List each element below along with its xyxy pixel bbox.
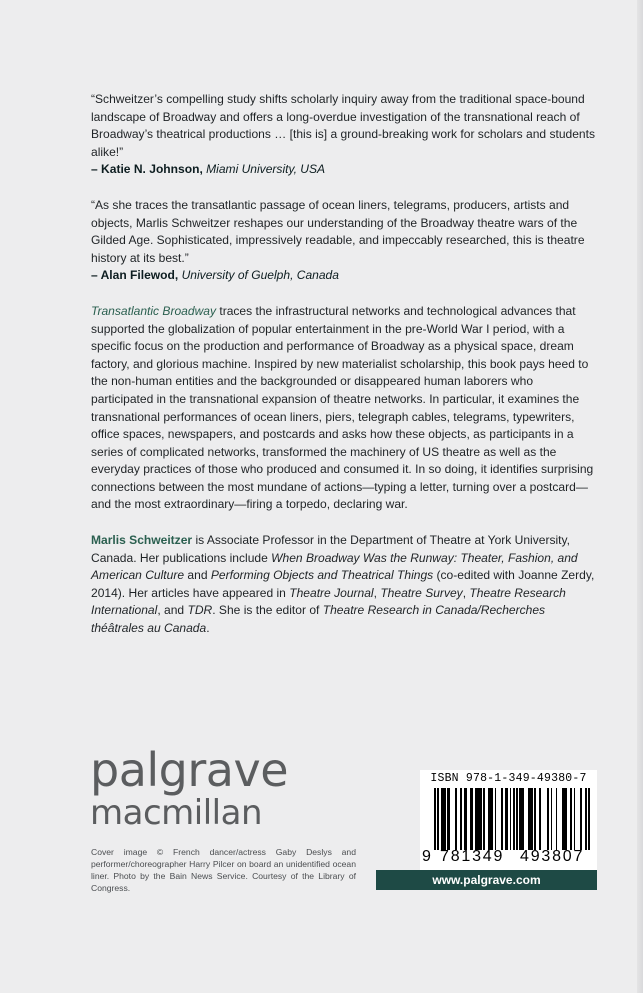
description-body: traces the infrastructural networks and technological advances that supported the globalization of popular entertainment in the pre-World War I period, with a specific focus on the production and performance of Broadway as a physical space, dream factory, and glorious machine. Inspired by new materialist scholarship, this book pays heed to the non-human entities and the backgrounded or disappeared human laborers who participated in the transnational expansion of theatre networks. In particular, it examines the transnational performances of ocean liners, piers, telegraph cables, telegrams, typewriters, office spaces, newspapers, and postcards and asks how these objects, as participants in a series of complicated networks, transformed the machinery of US theatre as well as the everyday practices of those who produced and consumed it. In so doing, it identifies surprising connections between the most mundane of actions—typing a letter, turning over a postcard—and the most extraordinary—firing a torpedo, declaring war.: [91, 303, 594, 512]
quote-1-affiliation: Miami University, USA: [206, 162, 326, 177]
barcode-digits-left: 781349: [440, 848, 505, 865]
barcode-bar: [574, 788, 576, 850]
book-title: Transatlantic Broadway: [91, 303, 216, 318]
publisher-logo-line1: palgrave: [90, 743, 288, 797]
barcode-digits-right: 493807: [520, 848, 585, 865]
barcode-bar: [455, 788, 457, 850]
bio-text-5: .: [206, 621, 210, 636]
quote-2-attribution: [91, 267, 597, 285]
barcode-bar: [547, 788, 549, 850]
barcode-bar: [491, 788, 493, 850]
bio-text-3: (co-edited with Joanne Zerdy, 2014). Her articles have appeared in: [91, 568, 595, 600]
barcode-bar: [449, 788, 451, 850]
cover-image-credit: Cover image © French dancer/actress Gaby Deslys and performer/choreographer Harry Pilcer on board an unidentified ocean liner. Photo by the Bain News Service. Courtesy of the Library of Congress.: [91, 847, 356, 893]
barcode-bar: [534, 788, 536, 850]
bio-journal-4: TDR: [187, 603, 213, 618]
barcode-bar: [523, 788, 525, 850]
bio-journal-3: Theatre Research International: [91, 585, 566, 618]
barcode-bar: [539, 788, 541, 850]
barcode-bar: [501, 788, 503, 850]
bio-journal-2: Theatre Survey: [380, 585, 463, 600]
bio-text-2: and: [184, 568, 211, 583]
bio-book-2: Performing Objects and Theatrical Things: [210, 568, 434, 583]
isbn-barcode: [420, 770, 597, 870]
quote-2: [91, 197, 597, 285]
quote-1: [91, 91, 597, 179]
barcode-bar: [513, 788, 515, 850]
barcode-bar: [551, 788, 553, 850]
barcode-bar: [565, 788, 567, 850]
barcode-bar: [570, 788, 572, 850]
book-description: [91, 303, 597, 514]
barcode-bar: [444, 788, 446, 850]
barcode-bar: [465, 788, 467, 850]
quote-2-author: – Alan Filewod,: [91, 268, 182, 283]
bio-sep-1: ,: [373, 585, 381, 600]
bio-book-1: When Broadway Was the Runway: Theater, Fashion, and American Culture: [91, 550, 578, 583]
barcode-bar: [585, 788, 587, 850]
barcode-bar: [516, 788, 518, 850]
bio-journal-1: Theatre Journal: [289, 585, 374, 600]
author-name: Marlis Schweitzer: [91, 533, 193, 548]
barcode-bar: [460, 788, 462, 850]
barcode-bar: [495, 788, 497, 850]
quote-1-attribution: [91, 161, 597, 179]
bio-journal-5: Theatre Research in Canada/Recherches théâtrales au Canada: [91, 603, 546, 636]
bio-text-4: . She is the editor of: [212, 603, 323, 618]
bio-sep-3: , and: [157, 603, 188, 618]
quote-1-text: “Schweitzer’s compelling study shifts scholarly inquiry away from the traditional space-bound landscape of Broadway and offers a long-overdue investigation of the transnational reach of Broadway’s theatrical productions … [this is] a ground-breaking work for scholars and students alike!”: [91, 92, 595, 159]
publisher-logo-line2: macmillan: [90, 793, 262, 833]
barcode-bars: [434, 788, 590, 850]
barcode-bar: [434, 788, 436, 850]
barcode-bar: [437, 788, 439, 850]
quote-2-affiliation: University of Guelph, Canada: [181, 268, 339, 283]
barcode-bar: [556, 788, 558, 850]
barcode-bar: [483, 788, 485, 850]
bio-text-1: is Associate Professor in the Department of Theatre at York University, Canada. Her publications include: [91, 533, 570, 565]
author-bio: [91, 532, 597, 638]
barcode-bar: [480, 788, 482, 850]
isbn-label: ISBN 978-1-349-49380-7: [430, 772, 587, 785]
bio-sep-2: ,: [462, 585, 470, 600]
quote-2-text: “As she traces the transatlantic passage of ocean liners, telegrams, producers, artists and objects, Marlis Schweitzer reshapes our understanding of the Broadway theatre wars of the Gilded Age. Sophisticated, impressively readable, and impeccably researched, this is theatre history at its best.”: [91, 197, 585, 265]
publisher-logo: [90, 745, 288, 833]
barcode-bar: [580, 788, 582, 850]
barcode-bar: [588, 788, 590, 850]
barcode-digit-first: 9: [422, 848, 431, 865]
barcode-bar: [510, 788, 512, 850]
barcode-bar: [531, 788, 533, 850]
quote-1-author: – Katie N. Johnson,: [91, 162, 207, 177]
barcode-bar: [506, 788, 508, 850]
publisher-url[interactable]: www.palgrave.com: [376, 870, 597, 890]
barcode-bar: [472, 788, 474, 850]
spine-edge: [637, 0, 643, 993]
back-cover-text: [91, 91, 597, 656]
